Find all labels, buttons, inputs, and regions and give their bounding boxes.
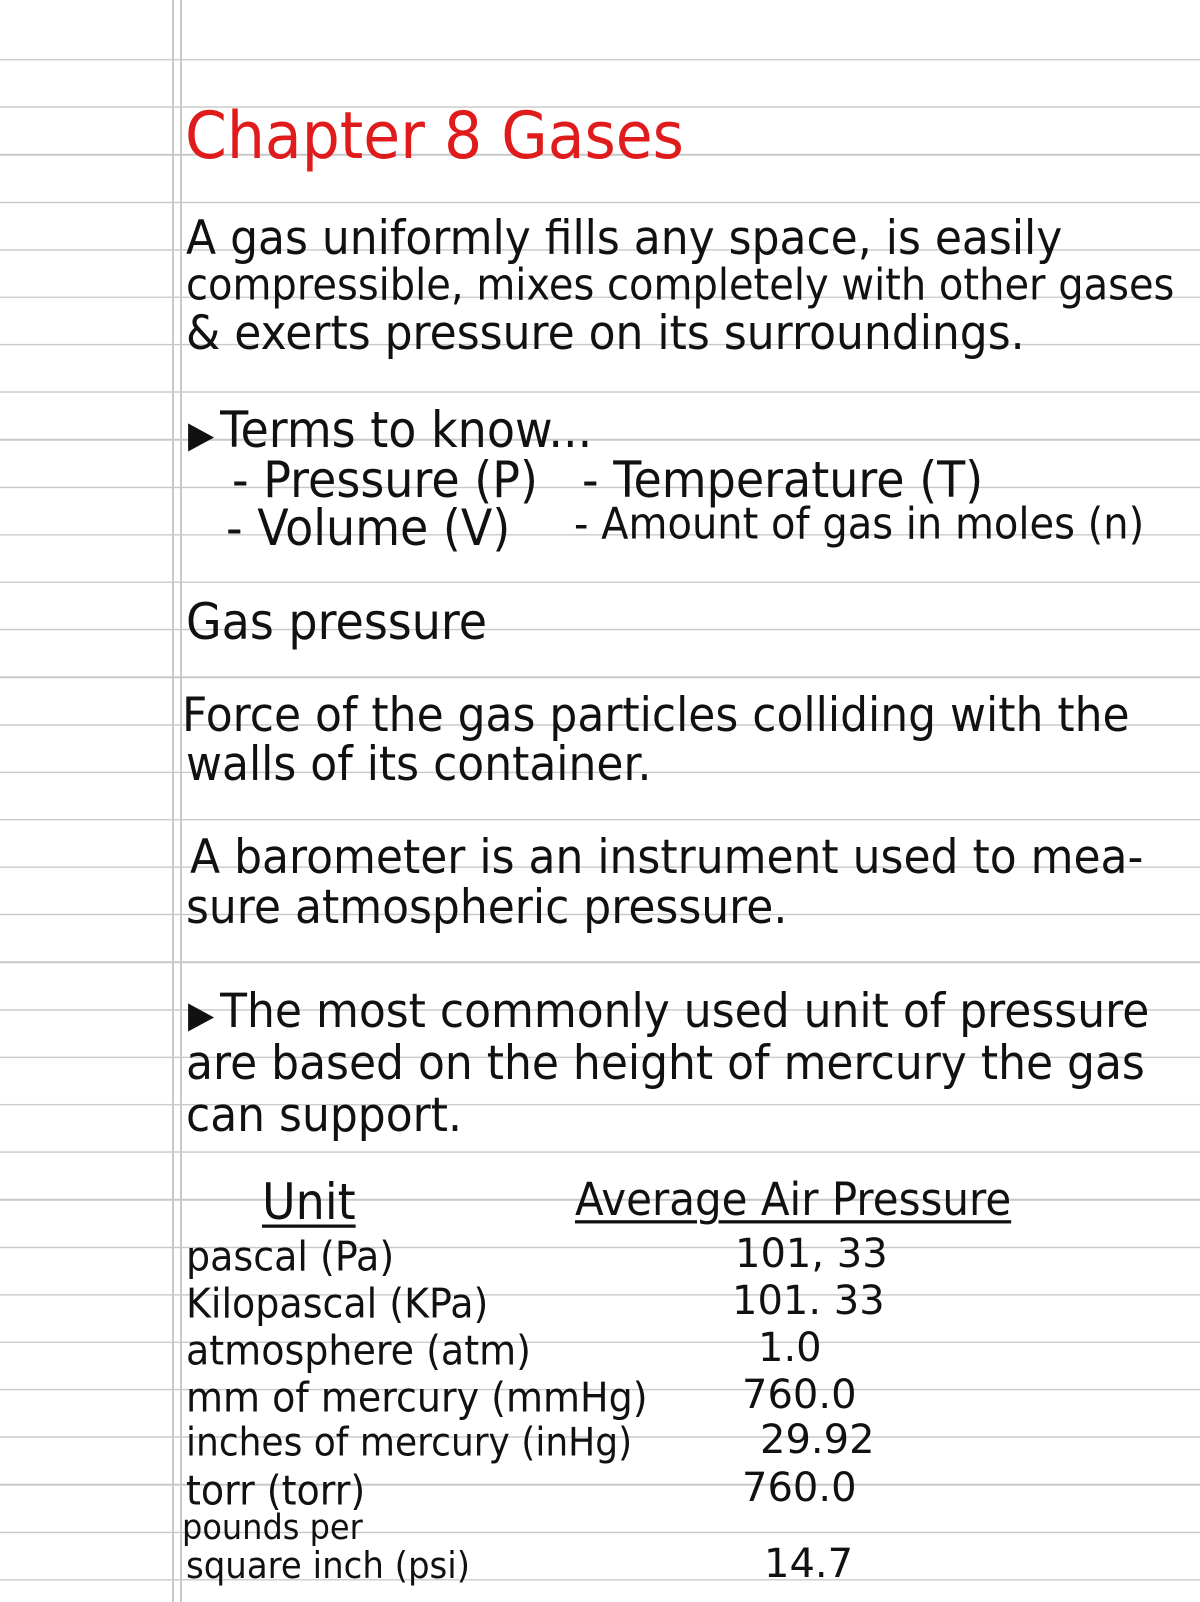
table-row-unit-psi: square inch (psi) — [186, 1544, 470, 1588]
intro-line-2: compressible, mixes completely with other gases — [186, 260, 1175, 311]
units-note-line-2: are based on the height of mercury the gas — [186, 1035, 1145, 1091]
table-row-value-psi: 14.7 — [764, 1541, 854, 1587]
table-row-value-pascal: 101, 33 — [735, 1231, 888, 1277]
barometer-line-2: sure atmospheric pressure. — [186, 879, 788, 935]
units-note-line-1-text: The most commonly used unit of pressure — [220, 983, 1150, 1039]
barometer-line-1: A barometer is an instrument used to mea- — [190, 829, 1144, 885]
margin-line-right — [180, 0, 182, 1602]
right-triangle-bullet-icon: ▶ — [188, 993, 215, 1037]
intro-line-1: A gas uniformly fills any space, is easily — [186, 210, 1063, 266]
table-row-unit-mmhg: mm of mercury (mmHg) — [186, 1373, 648, 1422]
definition-line-2: walls of its container. — [186, 736, 652, 792]
table-row-unit-inhg: inches of mercury (inHg) — [186, 1420, 633, 1466]
table-row-value-inhg: 29.92 — [760, 1417, 875, 1463]
term-temperature: - Temperature (T) — [582, 450, 984, 509]
table-header-value: Average Air Pressure — [575, 1172, 1012, 1226]
right-triangle-bullet-icon: ▶ — [188, 413, 215, 457]
table-row-unit-pounds-per: pounds per — [182, 1506, 363, 1548]
terms-header — [188, 400, 593, 459]
intro-line-3: & exerts pressure on its surroundings. — [186, 305, 1025, 361]
table-row-value-kilopascal: 101. 33 — [732, 1278, 885, 1324]
term-pressure: - Pressure (P) — [232, 450, 538, 509]
terms-header-label: Terms to know... — [220, 400, 593, 459]
table-row-unit-pascal: pascal (Pa) — [186, 1232, 395, 1281]
page-title: Chapter 8 Gases — [185, 98, 684, 175]
table-header-unit: Unit — [262, 1172, 356, 1231]
term-volume: - Volume (V) — [226, 498, 511, 557]
table-row-unit-atmosphere: atmosphere (atm) — [186, 1326, 531, 1375]
units-note-line-3: can support. — [186, 1087, 462, 1143]
section-heading-gas-pressure: Gas pressure — [186, 592, 488, 651]
table-row-unit-torr: torr (torr) — [186, 1466, 366, 1515]
term-moles: - Amount of gas in moles (n) — [574, 499, 1145, 550]
table-row-value-mmhg: 760.0 — [742, 1372, 857, 1418]
table-row-unit-kilopascal: Kilopascal (KPa) — [186, 1279, 489, 1328]
margin-line-left — [172, 0, 174, 1602]
units-note-line-1 — [188, 983, 1150, 1039]
table-row-value-atmosphere: 1.0 — [758, 1325, 822, 1371]
table-row-value-torr: 760.0 — [742, 1465, 857, 1511]
definition-line-1: Force of the gas particles colliding with the — [182, 687, 1130, 743]
